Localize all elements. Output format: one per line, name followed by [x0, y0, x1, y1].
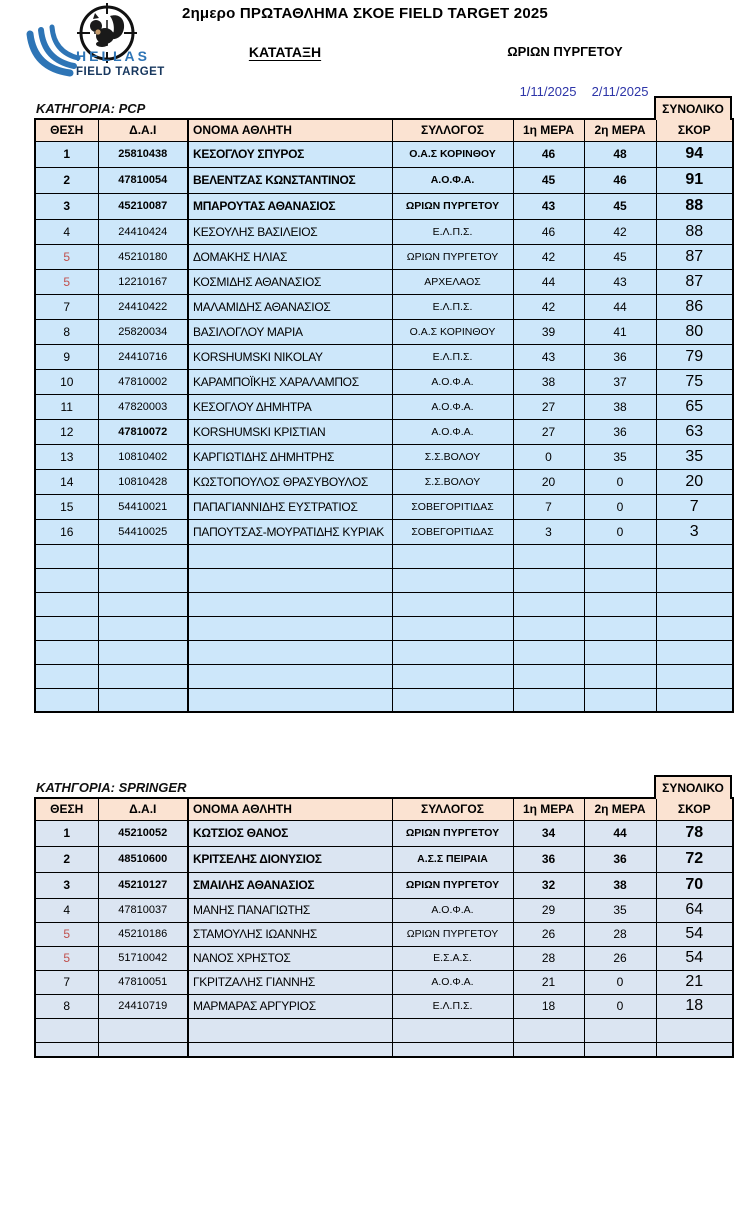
club-cell: Ο.Α.Σ ΚΟΡΙΝΘΟΥ — [392, 141, 513, 167]
position-cell: 3 — [35, 193, 98, 219]
position-cell: 1 — [35, 141, 98, 167]
club-cell: Ο.Α.Σ ΚΟΡΙΝΘΟΥ — [392, 319, 513, 344]
dai-cell: 10810402 — [98, 444, 188, 469]
club-cell: Ε.Λ.Π.Σ. — [392, 344, 513, 369]
athlete-name-cell: ΚΟΣΜΙΔΗΣ ΑΘΑΝΑΣΙΟΣ — [188, 269, 392, 294]
position-cell: 9 — [35, 344, 98, 369]
day1-score-cell: 21 — [513, 970, 584, 994]
empty-cell — [98, 592, 188, 616]
empty-cell — [584, 1042, 656, 1057]
day2-score-cell: 0 — [584, 519, 656, 544]
empty-row — [35, 640, 733, 664]
day1-score-cell: 3 — [513, 519, 584, 544]
empty-cell — [656, 616, 733, 640]
athlete-row — [35, 319, 733, 344]
day1-score-cell: 44 — [513, 269, 584, 294]
club-cell: ΩΡΙΩΝ ΠΥΡΓΕΤΟΥ — [392, 820, 513, 846]
position-cell: 5 — [35, 244, 98, 269]
day2-score-cell: 45 — [584, 193, 656, 219]
athlete-row — [35, 369, 733, 394]
athlete-name-cell: ΚΩΤΣΙΟΣ ΘΑΝΟΣ — [188, 820, 392, 846]
athlete-row — [35, 193, 733, 219]
empty-row — [35, 1018, 733, 1042]
day1-score-cell: 18 — [513, 994, 584, 1018]
header-row — [35, 798, 733, 820]
ranking-title: ΚΑΤΑΤΑΞΗ — [248, 44, 322, 60]
empty-cell — [656, 1018, 733, 1042]
total-score-header-top: ΣΥΝΟΛΙΚΟ — [654, 96, 732, 120]
day2-score-cell: 28 — [584, 922, 656, 946]
day2-score-cell: 26 — [584, 946, 656, 970]
athlete-name-cell: ΓΚΡΙΤΖΑΛΗΣ ΓΙΑΝΝΗΣ — [188, 970, 392, 994]
club-cell: Ε.Σ.Α.Σ. — [392, 946, 513, 970]
empty-cell — [188, 688, 392, 712]
col-total-score: ΣΚΟΡ — [656, 798, 733, 820]
athlete-row — [35, 846, 733, 872]
total-score-cell: 79 — [656, 344, 733, 369]
empty-row — [35, 688, 733, 712]
day2-score-cell: 35 — [584, 898, 656, 922]
venue-label: ΩΡΙΩΝ ΠΥΡΓΕΤΟΥ — [507, 44, 623, 59]
empty-row — [35, 544, 733, 568]
position-cell: 5 — [35, 269, 98, 294]
dai-cell: 47810002 — [98, 369, 188, 394]
empty-cell — [98, 1018, 188, 1042]
athlete-name-cell: ΜΑΛΑΜΙΔΗΣ ΑΘΑΝΑΣΙΟΣ — [188, 294, 392, 319]
athlete-name-cell: KORSHUMSKI NIKOLAY — [188, 344, 392, 369]
day1-score-cell: 36 — [513, 846, 584, 872]
club-cell: Α.Ο.Φ.Α. — [392, 898, 513, 922]
col-position: ΘΕΣΗ — [35, 798, 98, 820]
empty-cell — [98, 544, 188, 568]
dai-cell: 47810037 — [98, 898, 188, 922]
total-score-cell: 64 — [656, 898, 733, 922]
day2-score-cell: 46 — [584, 167, 656, 193]
empty-cell — [513, 568, 584, 592]
day2-score-cell: 44 — [584, 820, 656, 846]
total-score-cell: 63 — [656, 419, 733, 444]
day1-date: 1/11/2025 — [519, 84, 577, 99]
total-score-cell: 7 — [656, 494, 733, 519]
position-cell: 5 — [35, 922, 98, 946]
empty-cell — [98, 664, 188, 688]
day2-score-cell: 43 — [584, 269, 656, 294]
total-score-cell: 70 — [656, 872, 733, 898]
dai-cell: 25810438 — [98, 141, 188, 167]
position-cell: 8 — [35, 994, 98, 1018]
empty-row — [35, 1042, 733, 1057]
dai-cell: 47810054 — [98, 167, 188, 193]
empty-cell — [656, 592, 733, 616]
club-cell: Α.Ο.Φ.Α. — [392, 369, 513, 394]
athlete-name-cell: ΣΜΑΙΛΗΣ ΑΘΑΝΑΣΙΟΣ — [188, 872, 392, 898]
squirrel-icon — [90, 13, 124, 47]
day1-score-cell: 42 — [513, 294, 584, 319]
empty-cell — [513, 616, 584, 640]
day2-score-cell: 41 — [584, 319, 656, 344]
empty-cell — [35, 1018, 98, 1042]
header-row — [35, 119, 733, 141]
position-cell: 11 — [35, 394, 98, 419]
day1-score-cell: 46 — [513, 141, 584, 167]
empty-cell — [392, 1042, 513, 1057]
position-cell: 8 — [35, 319, 98, 344]
col-club: ΣΥΛΛΟΓΟΣ — [392, 798, 513, 820]
dai-cell: 47810051 — [98, 970, 188, 994]
day1-score-cell: 43 — [513, 193, 584, 219]
empty-cell — [584, 568, 656, 592]
empty-cell — [513, 592, 584, 616]
empty-cell — [656, 568, 733, 592]
club-cell: ΩΡΙΩΝ ΠΥΡΓΕΤΟΥ — [392, 244, 513, 269]
dai-cell: 24410719 — [98, 994, 188, 1018]
empty-row — [35, 616, 733, 640]
col-athlete-name: ΟΝΟΜΑ ΑΘΛΗΤΗ — [188, 798, 392, 820]
athlete-row — [35, 872, 733, 898]
total-score-cell: 87 — [656, 269, 733, 294]
col-day1: 1η ΜΕΡΑ — [513, 798, 584, 820]
day1-score-cell: 29 — [513, 898, 584, 922]
day1-score-cell: 45 — [513, 167, 584, 193]
col-dai: Δ.Α.Ι — [98, 119, 188, 141]
club-cell: ΣΟΒΕΓΟΡΙΤΙΔΑΣ — [392, 519, 513, 544]
dai-cell: 45210087 — [98, 193, 188, 219]
athlete-row — [35, 922, 733, 946]
athlete-name-cell: ΚΕΣΟΓΛΟΥ ΔΗΜΗΤΡΑ — [188, 394, 392, 419]
total-score-cell: 3 — [656, 519, 733, 544]
empty-cell — [188, 1042, 392, 1057]
empty-cell — [98, 1042, 188, 1057]
athlete-name-cell: ΚΑΡΑΜΠΟΪΚΗΣ ΧΑΡΑΛΑΜΠΟΣ — [188, 369, 392, 394]
athlete-name-cell: ΚΑΡΓΙΩΤΙΔΗΣ ΔΗΜΗΤΡΗΣ — [188, 444, 392, 469]
total-score-cell: 88 — [656, 219, 733, 244]
dai-cell: 45210180 — [98, 244, 188, 269]
total-score-cell: 86 — [656, 294, 733, 319]
club-cell: ΩΡΙΩΝ ΠΥΡΓΕΤΟΥ — [392, 193, 513, 219]
empty-cell — [392, 592, 513, 616]
day2-score-cell: 0 — [584, 494, 656, 519]
position-cell: 16 — [35, 519, 98, 544]
athlete-row — [35, 141, 733, 167]
day1-score-cell: 26 — [513, 922, 584, 946]
total-score-cell: 21 — [656, 970, 733, 994]
position-cell: 2 — [35, 167, 98, 193]
athlete-name-cell: ΠΑΠΟΥΤΣΑΣ-ΜΟΥΡΑΤΙΔΗΣ ΚΥΡΙΑΚ — [188, 519, 392, 544]
position-cell: 7 — [35, 294, 98, 319]
athlete-row — [35, 419, 733, 444]
empty-cell — [35, 592, 98, 616]
total-score-cell: 54 — [656, 946, 733, 970]
empty-cell — [392, 568, 513, 592]
athlete-name-cell: ΜΑΝΗΣ ΠΑΝΑΓΙΩΤΗΣ — [188, 898, 392, 922]
empty-cell — [584, 544, 656, 568]
day2-score-cell: 36 — [584, 344, 656, 369]
col-day1: 1η ΜΕΡΑ — [513, 119, 584, 141]
day1-score-cell: 27 — [513, 419, 584, 444]
position-cell: 13 — [35, 444, 98, 469]
logo-hellas-text: HELLAS — [76, 48, 150, 64]
empty-cell — [513, 1018, 584, 1042]
day2-score-cell: 0 — [584, 469, 656, 494]
empty-cell — [392, 640, 513, 664]
empty-cell — [98, 616, 188, 640]
dai-cell: 24410422 — [98, 294, 188, 319]
day2-score-cell: 0 — [584, 970, 656, 994]
empty-cell — [98, 568, 188, 592]
total-score-cell: 65 — [656, 394, 733, 419]
position-cell: 5 — [35, 946, 98, 970]
empty-cell — [656, 1042, 733, 1057]
springer-results-table — [34, 797, 734, 1058]
empty-cell — [35, 664, 98, 688]
empty-cell — [656, 688, 733, 712]
position-cell: 7 — [35, 970, 98, 994]
empty-cell — [392, 544, 513, 568]
day1-score-cell: 34 — [513, 820, 584, 846]
empty-cell — [35, 688, 98, 712]
day1-score-cell: 32 — [513, 872, 584, 898]
position-cell: 14 — [35, 469, 98, 494]
dai-cell: 45210052 — [98, 820, 188, 846]
empty-cell — [98, 640, 188, 664]
position-cell: 12 — [35, 419, 98, 444]
athlete-name-cell: ΜΑΡΜΑΡΑΣ ΑΡΓΥΡΙΟΣ — [188, 994, 392, 1018]
arcs-icon — [30, 27, 78, 73]
day2-score-cell: 36 — [584, 846, 656, 872]
club-cell: Σ.Σ.ΒΟΛΟΥ — [392, 469, 513, 494]
athlete-row — [35, 167, 733, 193]
empty-cell — [584, 640, 656, 664]
total-score-cell: 20 — [656, 469, 733, 494]
empty-cell — [584, 1018, 656, 1042]
club-cell: ΣΟΒΕΓΟΡΙΤΙΔΑΣ — [392, 494, 513, 519]
day2-score-cell: 45 — [584, 244, 656, 269]
category-label-pcp: ΚΑΤΗΓΟΡΙΑ: PCP — [36, 101, 146, 116]
athlete-name-cell: ΠΑΠΑΓΙΑΝΝΙΔΗΣ ΕΥΣΤΡΑΤΙΟΣ — [188, 494, 392, 519]
total-score-cell: 78 — [656, 820, 733, 846]
empty-cell — [392, 664, 513, 688]
col-day2: 2η ΜΕΡΑ — [584, 798, 656, 820]
logo-fieldtarget-text: FIELD TARGET — [76, 66, 165, 78]
athlete-row — [35, 946, 733, 970]
col-athlete-name: ΟΝΟΜΑ ΑΘΛΗΤΗ — [188, 119, 392, 141]
dai-cell: 48510600 — [98, 846, 188, 872]
position-cell: 4 — [35, 219, 98, 244]
athlete-row — [35, 344, 733, 369]
day1-score-cell: 7 — [513, 494, 584, 519]
empty-cell — [656, 544, 733, 568]
athlete-row — [35, 898, 733, 922]
day1-score-cell: 46 — [513, 219, 584, 244]
empty-cell — [35, 1042, 98, 1057]
athlete-name-cell: ΚΩΣΤΟΠΟΥΛΟΣ ΘΡΑΣΥΒΟΥΛΟΣ — [188, 469, 392, 494]
empty-cell — [513, 664, 584, 688]
athlete-row — [35, 394, 733, 419]
athlete-name-cell: ΔΟΜΑΚΗΣ ΗΛΙΑΣ — [188, 244, 392, 269]
athlete-name-cell: ΚΕΣΟΥΛΗΣ ΒΑΣΙΛΕΙΟΣ — [188, 219, 392, 244]
athlete-row — [35, 244, 733, 269]
club-cell: Ε.Λ.Π.Σ. — [392, 994, 513, 1018]
dai-cell: 47820003 — [98, 394, 188, 419]
empty-cell — [188, 664, 392, 688]
day2-date: 2/11/2025 — [591, 84, 649, 99]
club-cell: ΩΡΙΩΝ ΠΥΡΓΕΤΟΥ — [392, 872, 513, 898]
position-cell: 10 — [35, 369, 98, 394]
athlete-row — [35, 494, 733, 519]
day1-score-cell: 43 — [513, 344, 584, 369]
day2-score-cell: 37 — [584, 369, 656, 394]
empty-cell — [188, 616, 392, 640]
col-position: ΘΕΣΗ — [35, 119, 98, 141]
day2-score-cell: 48 — [584, 141, 656, 167]
club-cell: Α.Ο.Φ.Α. — [392, 970, 513, 994]
empty-cell — [513, 1042, 584, 1057]
empty-cell — [392, 688, 513, 712]
empty-cell — [584, 688, 656, 712]
page-title: 2ημερο ΠΡΩΤΑΘΛΗΜΑ ΣΚΟΕ FIELD TARGET 2025 — [182, 5, 548, 22]
athlete-name-cell: KORSHUMSKI ΚΡΙΣΤΙΑΝ — [188, 419, 392, 444]
athlete-row — [35, 469, 733, 494]
athlete-row — [35, 444, 733, 469]
day2-score-cell: 38 — [584, 872, 656, 898]
position-cell: 3 — [35, 872, 98, 898]
total-score-cell: 75 — [656, 369, 733, 394]
club-cell: Α.Ο.Φ.Α. — [392, 167, 513, 193]
athlete-row — [35, 820, 733, 846]
day1-score-cell: 39 — [513, 319, 584, 344]
day2-score-cell: 0 — [584, 994, 656, 1018]
total-score-cell: 35 — [656, 444, 733, 469]
empty-row — [35, 592, 733, 616]
empty-cell — [656, 664, 733, 688]
position-cell: 2 — [35, 846, 98, 872]
day2-score-cell: 35 — [584, 444, 656, 469]
position-cell: 15 — [35, 494, 98, 519]
dai-cell: 54410025 — [98, 519, 188, 544]
day1-score-cell: 28 — [513, 946, 584, 970]
athlete-name-cell: ΚΕΣΟΓΛΟΥ ΣΠΥΡΟΣ — [188, 141, 392, 167]
empty-row — [35, 568, 733, 592]
empty-cell — [656, 640, 733, 664]
day1-score-cell: 38 — [513, 369, 584, 394]
dai-cell: 10810428 — [98, 469, 188, 494]
empty-cell — [584, 664, 656, 688]
athlete-name-cell: ΒΑΣΙΛΟΓΛΟΥ ΜΑΡΙΑ — [188, 319, 392, 344]
col-day2: 2η ΜΕΡΑ — [584, 119, 656, 141]
club-cell: Ε.Λ.Π.Σ. — [392, 219, 513, 244]
total-score-cell: 87 — [656, 244, 733, 269]
day1-score-cell: 42 — [513, 244, 584, 269]
day2-score-cell: 44 — [584, 294, 656, 319]
empty-cell — [35, 544, 98, 568]
day2-score-cell: 38 — [584, 394, 656, 419]
day1-score-cell: 27 — [513, 394, 584, 419]
athlete-name-cell: ΜΠΑΡΟΥΤΑΣ ΑΘΑΝΑΣΙΟΣ — [188, 193, 392, 219]
empty-cell — [188, 1018, 392, 1042]
club-cell: Ε.Λ.Π.Σ. — [392, 294, 513, 319]
empty-cell — [513, 640, 584, 664]
athlete-row — [35, 294, 733, 319]
empty-cell — [188, 640, 392, 664]
empty-cell — [513, 688, 584, 712]
athlete-name-cell: ΚΡΙΤΣΕΛΗΣ ΔΙΟΝΥΣΙΟΣ — [188, 846, 392, 872]
dai-cell: 25820034 — [98, 319, 188, 344]
empty-cell — [188, 592, 392, 616]
empty-cell — [35, 640, 98, 664]
club-cell: Σ.Σ.ΒΟΛΟΥ — [392, 444, 513, 469]
total-score-header-top: ΣΥΝΟΛΙΚΟ — [654, 775, 732, 799]
dai-cell: 51710042 — [98, 946, 188, 970]
day1-score-cell: 0 — [513, 444, 584, 469]
dai-cell: 12210167 — [98, 269, 188, 294]
empty-cell — [392, 616, 513, 640]
dai-cell: 24410716 — [98, 344, 188, 369]
club-cell: Α.Ο.Φ.Α. — [392, 419, 513, 444]
position-cell: 4 — [35, 898, 98, 922]
empty-cell — [35, 568, 98, 592]
total-score-cell: 80 — [656, 319, 733, 344]
athlete-name-cell: ΣΤΑΜΟΥΛΗΣ ΙΩΑΝΝΗΣ — [188, 922, 392, 946]
col-club: ΣΥΛΛΟΓΟΣ — [392, 119, 513, 141]
dai-cell: 45210127 — [98, 872, 188, 898]
dai-cell: 54410021 — [98, 494, 188, 519]
empty-cell — [513, 544, 584, 568]
empty-row — [35, 664, 733, 688]
total-score-cell: 94 — [656, 141, 733, 167]
total-score-cell: 72 — [656, 846, 733, 872]
position-cell: 1 — [35, 820, 98, 846]
empty-cell — [584, 592, 656, 616]
empty-cell — [188, 568, 392, 592]
col-total-score: ΣΚΟΡ — [656, 119, 733, 141]
col-dai: Δ.Α.Ι — [98, 798, 188, 820]
athlete-row — [35, 519, 733, 544]
athlete-row — [35, 970, 733, 994]
athlete-row — [35, 219, 733, 244]
empty-cell — [584, 616, 656, 640]
total-score-cell: 88 — [656, 193, 733, 219]
pcp-results-table — [34, 118, 734, 713]
day1-score-cell: 20 — [513, 469, 584, 494]
empty-cell — [188, 544, 392, 568]
total-score-cell: 91 — [656, 167, 733, 193]
dai-cell: 24410424 — [98, 219, 188, 244]
athlete-row — [35, 994, 733, 1018]
dai-cell: 47810072 — [98, 419, 188, 444]
day2-score-cell: 36 — [584, 419, 656, 444]
club-cell: Α.Ο.Φ.Α. — [392, 394, 513, 419]
club-cell: Α.Σ.Σ ΠΕΙΡΑΙΑ — [392, 846, 513, 872]
empty-cell — [392, 1018, 513, 1042]
total-score-cell: 54 — [656, 922, 733, 946]
empty-cell — [98, 688, 188, 712]
empty-cell — [35, 616, 98, 640]
club-cell: ΩΡΙΩΝ ΠΥΡΓΕΤΟΥ — [392, 922, 513, 946]
athlete-name-cell: ΝΑΝΟΣ ΧΡΗΣΤΟΣ — [188, 946, 392, 970]
total-score-cell: 18 — [656, 994, 733, 1018]
dai-cell: 45210186 — [98, 922, 188, 946]
day2-score-cell: 42 — [584, 219, 656, 244]
category-label-springer: ΚΑΤΗΓΟΡΙΑ: SPRINGER — [36, 780, 187, 795]
athlete-name-cell: ΒΕΛΕΝΤΖΑΣ ΚΩΝΣΤΑΝΤΙΝΟΣ — [188, 167, 392, 193]
club-cell: ΑΡΧΕΛΑΟΣ — [392, 269, 513, 294]
athlete-row — [35, 269, 733, 294]
